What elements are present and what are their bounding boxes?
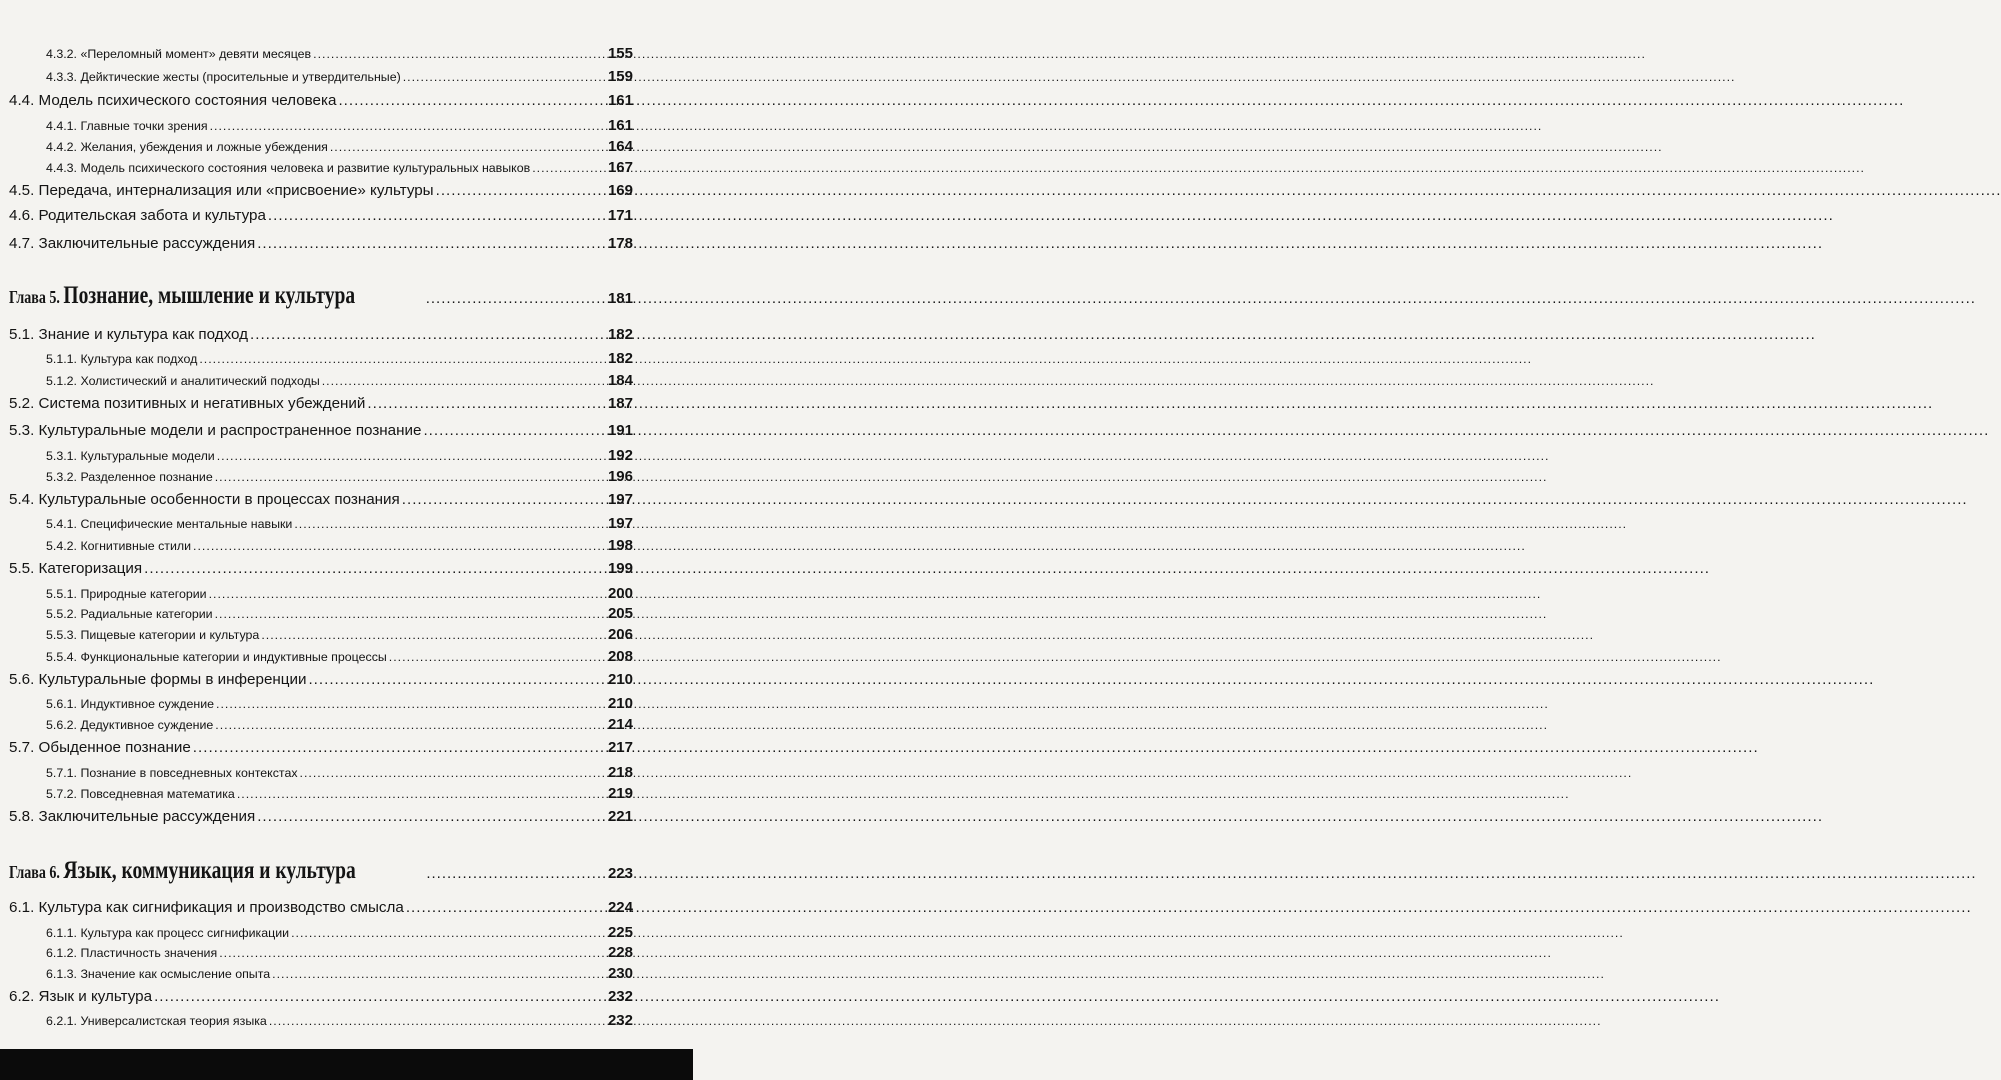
toc-entry-title: 6.1.3. Значение как осмысление опыта bbox=[46, 966, 271, 981]
dot-leader bbox=[215, 470, 606, 484]
dot-leader bbox=[406, 899, 606, 916]
toc-page-number: 224 bbox=[607, 899, 633, 917]
toc-entry-title: 6.1.2. Пластичность значения bbox=[46, 945, 218, 960]
toc-subsection bbox=[46, 585, 633, 602]
toc-entry-title: 4.6. Родительская забота и культура bbox=[9, 207, 266, 225]
toc-entry-title: 5.3.2. Разделенное познание bbox=[46, 469, 213, 484]
toc-entry-title: 5.5. Категоризация bbox=[9, 560, 143, 578]
toc-entry-title: 5.8. Заключительные рассуждения bbox=[9, 808, 256, 826]
toc-page-number: 217 bbox=[607, 739, 633, 757]
toc-entry-title: 5.5.2. Радиальные категории bbox=[46, 606, 213, 621]
dot-leader bbox=[199, 352, 606, 366]
toc-subsection bbox=[46, 372, 633, 389]
dot-leader bbox=[215, 607, 606, 621]
toc-subsection bbox=[46, 537, 633, 554]
toc-page-number: 218 bbox=[607, 763, 633, 781]
toc-page-number: 210 bbox=[607, 671, 633, 689]
toc-section bbox=[9, 207, 633, 224]
toc-subsection bbox=[46, 785, 633, 802]
chapter-title: Познание, мышление и культура bbox=[63, 282, 356, 309]
dot-leader bbox=[436, 182, 606, 199]
toc-entry-title: 5.5.3. Пищевые категории и культура bbox=[46, 627, 260, 642]
toc-entry-title: 5.2. Система позитивных и негативных убеждений bbox=[9, 395, 366, 413]
toc-entry-title: 5.5.1. Природные категории bbox=[46, 586, 207, 601]
toc-subsection bbox=[46, 159, 633, 176]
toc-subsection bbox=[46, 68, 633, 85]
toc-page-number: 192 bbox=[607, 446, 633, 464]
toc-entry-title: 4.3.2. «Переломный момент» девяти месяцев bbox=[46, 46, 312, 61]
toc-subsection bbox=[46, 350, 633, 367]
toc-page-number: 232 bbox=[607, 1011, 633, 1029]
toc-page-number: 200 bbox=[607, 584, 633, 602]
toc-page-number: 161 bbox=[607, 116, 633, 134]
toc-subsection bbox=[46, 924, 633, 941]
toc-entry-title: 5.6.2. Дедуктивное суждение bbox=[46, 717, 214, 732]
toc-page-number: 221 bbox=[607, 808, 633, 826]
dot-leader bbox=[219, 946, 606, 960]
toc-subsection bbox=[46, 447, 633, 464]
toc-section bbox=[9, 560, 633, 577]
toc-entry-title: 5.1.2. Холистический и аналитический подходы bbox=[46, 373, 320, 388]
toc-subsection bbox=[46, 515, 633, 532]
dot-leader bbox=[403, 70, 606, 84]
dot-leader bbox=[308, 671, 606, 688]
toc-subsection bbox=[46, 764, 633, 781]
toc-page-number: 178 bbox=[607, 235, 633, 253]
toc-page-number: 191 bbox=[607, 422, 633, 440]
toc-entry-title: 4.3.3. Дейктические жесты (просительные и утвердительные) bbox=[46, 69, 401, 84]
dot-leader bbox=[426, 290, 606, 307]
dot-leader bbox=[389, 650, 606, 664]
toc-section bbox=[9, 671, 633, 688]
toc-section bbox=[9, 899, 633, 916]
toc-page-number: 196 bbox=[607, 467, 633, 485]
dot-leader bbox=[291, 926, 606, 940]
toc-entry-title: 5.4.2. Когнитивные стили bbox=[46, 538, 192, 553]
chapter-label: Глава 6. bbox=[9, 862, 64, 882]
toc-entry-title bbox=[9, 857, 356, 885]
dot-leader bbox=[257, 808, 606, 825]
dot-leader bbox=[423, 422, 606, 439]
dot-leader bbox=[154, 988, 606, 1005]
scan-bottom-edge bbox=[0, 1049, 693, 1080]
dot-leader bbox=[193, 739, 606, 756]
toc-entry-title: 4.7. Заключительные рассуждения bbox=[9, 235, 256, 253]
dot-leader bbox=[269, 1014, 606, 1028]
toc-page-number: 206 bbox=[607, 625, 633, 643]
toc-entry-title: 5.3. Культуральные модели и распространенное познание bbox=[9, 422, 422, 440]
toc-section bbox=[9, 491, 633, 508]
toc-page-number: 232 bbox=[607, 988, 633, 1006]
dot-leader bbox=[272, 967, 606, 981]
toc-entry-title bbox=[9, 282, 355, 310]
toc-subsection bbox=[46, 468, 633, 485]
toc-section bbox=[9, 92, 633, 109]
dot-leader bbox=[217, 449, 606, 463]
toc-page-number: 205 bbox=[607, 604, 633, 622]
toc-page-number: 155 bbox=[607, 44, 633, 62]
toc-entry-title: 5.5.4. Функциональные категории и индуктивные процессы bbox=[46, 649, 387, 664]
toc-page-number: 210 bbox=[607, 694, 633, 712]
toc-subsection bbox=[46, 605, 633, 622]
dot-leader bbox=[216, 697, 606, 711]
toc-entry-title: 6.2. Язык и культура bbox=[9, 988, 153, 1006]
toc-chapter bbox=[9, 282, 633, 310]
dot-leader bbox=[193, 539, 606, 553]
toc-entry-title: 6.1.1. Культура как процесс сигнификации bbox=[46, 925, 290, 940]
toc-page-number: 161 bbox=[607, 92, 633, 110]
toc-entry-title: 5.7.1. Познание в повседневных контекстах bbox=[46, 765, 298, 780]
toc-entry-title: 5.6.1. Индуктивное суждение bbox=[46, 696, 215, 711]
toc-page-number: 171 bbox=[607, 207, 633, 225]
toc-entry-title: 5.1.1. Культура как подход bbox=[46, 351, 198, 366]
dot-leader bbox=[322, 374, 606, 388]
toc-page-number: 197 bbox=[607, 491, 633, 509]
dot-leader bbox=[367, 395, 606, 412]
toc-page-number: 228 bbox=[607, 943, 633, 961]
dot-leader bbox=[250, 326, 606, 343]
toc-section bbox=[9, 988, 633, 1005]
toc-page-number: 197 bbox=[607, 514, 633, 532]
toc-page-number: 169 bbox=[607, 182, 633, 200]
toc-subsection bbox=[46, 716, 633, 733]
toc-section bbox=[9, 422, 633, 439]
toc-entry-title: 4.4.1. Главные точки зрения bbox=[46, 118, 208, 133]
toc-page-number: 223 bbox=[607, 865, 633, 882]
toc-page-number: 208 bbox=[607, 647, 633, 665]
toc-page-number: 159 bbox=[607, 67, 633, 85]
toc-page-number: 181 bbox=[607, 290, 633, 307]
toc-page-number: 219 bbox=[607, 784, 633, 802]
toc-entry-title: 5.7. Обыденное познание bbox=[9, 739, 191, 757]
toc-entry-title: 4.4.3. Модель психического состояния человека и развитие культуральных навыков bbox=[46, 160, 531, 175]
toc-entry-title: 6.1. Культура как сигнификация и производство смысла bbox=[9, 899, 404, 917]
toc-section bbox=[9, 808, 633, 825]
dot-leader bbox=[338, 92, 606, 109]
toc-subsection bbox=[46, 965, 633, 982]
toc-subsection bbox=[46, 138, 633, 155]
toc-subsection bbox=[46, 695, 633, 712]
toc-section bbox=[9, 182, 633, 199]
chapter-label: Глава 5. bbox=[9, 287, 64, 307]
toc-entry-title: 5.4. Культуральные особенности в процессах познания bbox=[9, 491, 400, 509]
toc-page-number: 225 bbox=[607, 923, 633, 941]
toc-subsection bbox=[46, 117, 633, 134]
toc-entry-title: 5.6. Культуральные формы в инференции bbox=[9, 671, 307, 689]
dot-leader bbox=[294, 517, 606, 531]
dot-leader bbox=[330, 140, 606, 154]
toc-subsection bbox=[46, 45, 633, 62]
toc-page-number: 214 bbox=[607, 715, 633, 733]
toc-page-number: 230 bbox=[607, 964, 633, 982]
toc-page-number: 164 bbox=[607, 137, 633, 155]
toc-subsection bbox=[46, 648, 633, 665]
toc-entry-title: 5.1. Знание и культура как подход bbox=[9, 326, 249, 344]
toc-subsection bbox=[46, 944, 633, 961]
toc-entry-title: 5.4.1. Специфические ментальные навыки bbox=[46, 516, 293, 531]
toc-page-number: 182 bbox=[607, 326, 633, 344]
dot-leader bbox=[300, 766, 606, 780]
dot-leader bbox=[313, 47, 606, 61]
dot-leader bbox=[261, 628, 606, 642]
toc-entry-title: 4.4.2. Желания, убеждения и ложные убеждения bbox=[46, 139, 328, 154]
dot-leader bbox=[144, 560, 606, 577]
toc-chapter bbox=[9, 857, 633, 885]
dot-leader bbox=[402, 491, 606, 508]
dot-leader bbox=[210, 119, 606, 133]
toc-section bbox=[9, 235, 633, 252]
toc-entry-title: 4.4. Модель психического состояния человека bbox=[9, 92, 337, 110]
dot-leader bbox=[532, 161, 606, 175]
toc-page-number: 198 bbox=[607, 536, 633, 554]
toc-subsection bbox=[46, 626, 633, 643]
dot-leader bbox=[209, 587, 606, 601]
toc-section bbox=[9, 739, 633, 756]
toc-entry-title: 4.5. Передача, интернализация или «присвоение» культуры bbox=[9, 182, 434, 200]
toc-entry-title: 5.7.2. Повседневная математика bbox=[46, 786, 235, 801]
toc-entry-title: 5.3.1. Культуральные модели bbox=[46, 448, 215, 463]
dot-leader bbox=[257, 235, 606, 252]
toc-section bbox=[9, 395, 633, 412]
toc-page-number: 199 bbox=[607, 560, 633, 578]
toc-section bbox=[9, 326, 633, 343]
toc-page-number: 167 bbox=[607, 158, 633, 176]
dot-leader bbox=[215, 718, 606, 732]
toc-page-number: 187 bbox=[607, 395, 633, 413]
toc-subsection bbox=[46, 1012, 633, 1029]
dot-leader bbox=[268, 207, 606, 224]
toc-page-number: 184 bbox=[607, 371, 633, 389]
toc-page-number: 182 bbox=[607, 349, 633, 367]
toc-entry-title: 6.2.1. Универсалистская теория языка bbox=[46, 1013, 267, 1028]
dot-leader bbox=[426, 865, 606, 882]
chapter-title: Язык, коммуникация и культура bbox=[63, 857, 356, 884]
dot-leader bbox=[237, 787, 606, 801]
